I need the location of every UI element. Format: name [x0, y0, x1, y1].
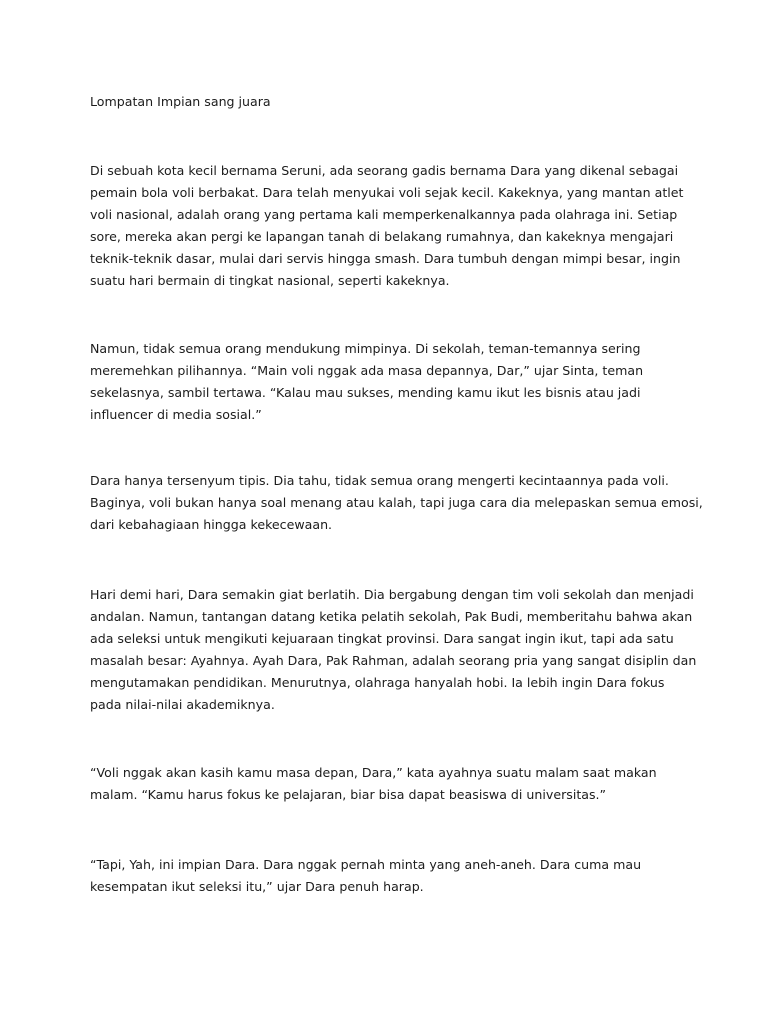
document-title: Lompatan Impian sang juara: [90, 94, 271, 109]
paragraph-5: [90, 762, 680, 806]
paragraph-line: teknik-teknik dasar, mulai dari servis hingga smash. Dara tumbuh dengan mimpi besar, ingin: [90, 251, 681, 266]
paragraph-line: sore, mereka akan pergi ke lapangan tanah di belakang rumahnya, dan kakeknya mengajari: [90, 229, 674, 244]
paragraph-6: [90, 854, 680, 898]
paragraph-line: dari kebahagiaan hingga kekecewaan.: [90, 517, 333, 532]
paragraph-line: “Tapi, Yah, ini impian Dara. Dara nggak pernah minta yang aneh-aneh. Dara cuma mau: [90, 857, 642, 872]
paragraph-line: malam. “Kamu harus fokus ke pelajaran, biar bisa dapat beasiswa di universitas.”: [90, 787, 607, 802]
paragraph-line: kesempatan ikut seleksi itu,” ujar Dara penuh harap.: [90, 879, 424, 894]
paragraph-line: Namun, tidak semua orang mendukung mimpinya. Di sekolah, teman-temannya sering: [90, 341, 641, 356]
paragraph-line: Dara hanya tersenyum tipis. Dia tahu, tidak semua orang mengerti kecintaannya pada voli.: [90, 473, 669, 488]
paragraph-line: masalah besar: Ayahnya. Ayah Dara, Pak Rahman, adalah seorang pria yang sangat disiplin dan: [90, 653, 697, 668]
paragraph-line: sekelasnya, sambil tertawa. “Kalau mau sukses, mending kamu ikut les bisnis atau jadi: [90, 385, 641, 400]
paragraph-line: mengutamakan pendidikan. Menurutnya, olahraga hanyalah hobi. Ia lebih ingin Dara fokus: [90, 675, 665, 690]
paragraph-3: [90, 470, 703, 536]
paragraph-line: Hari demi hari, Dara semakin giat berlatih. Dia bergabung dengan tim voli sekolah dan menjadi: [90, 587, 694, 602]
paragraph-line: pada nilai-nilai akademiknya.: [90, 697, 275, 712]
paragraph-line: Di sebuah kota kecil bernama Seruni, ada seorang gadis bernama Dara yang dikenal sebagai: [90, 163, 679, 178]
paragraph-line: meremehkan pilihannya. “Main voli nggak ada masa depannya, Dar,” ujar Sinta, teman: [90, 363, 644, 378]
paragraph-line: Baginya, voli bukan hanya soal menang atau kalah, tapi juga cara dia melepaskan semua emosi,: [90, 495, 703, 510]
paragraph-line: andalan. Namun, tantangan datang ketika pelatih sekolah, Pak Budi, memberitahu bahwa akan: [90, 609, 693, 624]
paragraph-4: [90, 584, 697, 716]
paragraph-line: ada seleksi untuk mengikuti kejuaraan tingkat provinsi. Dara sangat ingin ikut, tapi ada satu: [90, 631, 674, 646]
paragraph-line: suatu hari bermain di tingkat nasional, seperti kakeknya.: [90, 273, 450, 288]
paragraph-2: [90, 338, 680, 426]
paragraph-line: pemain bola voli berbakat. Dara telah menyukai voli sejak kecil. Kakeknya, yang mantan atlet: [90, 185, 684, 200]
paragraph-1: [90, 160, 684, 292]
paragraph-line: influencer di media sosial.”: [90, 407, 262, 422]
paragraph-line: voli nasional, adalah orang yang pertama kali memperkenalkannya pada olahraga ini. Setiap: [90, 207, 678, 222]
paragraph-line: “Voli nggak akan kasih kamu masa depan, Dara,” kata ayahnya suatu malam saat makan: [90, 765, 657, 780]
